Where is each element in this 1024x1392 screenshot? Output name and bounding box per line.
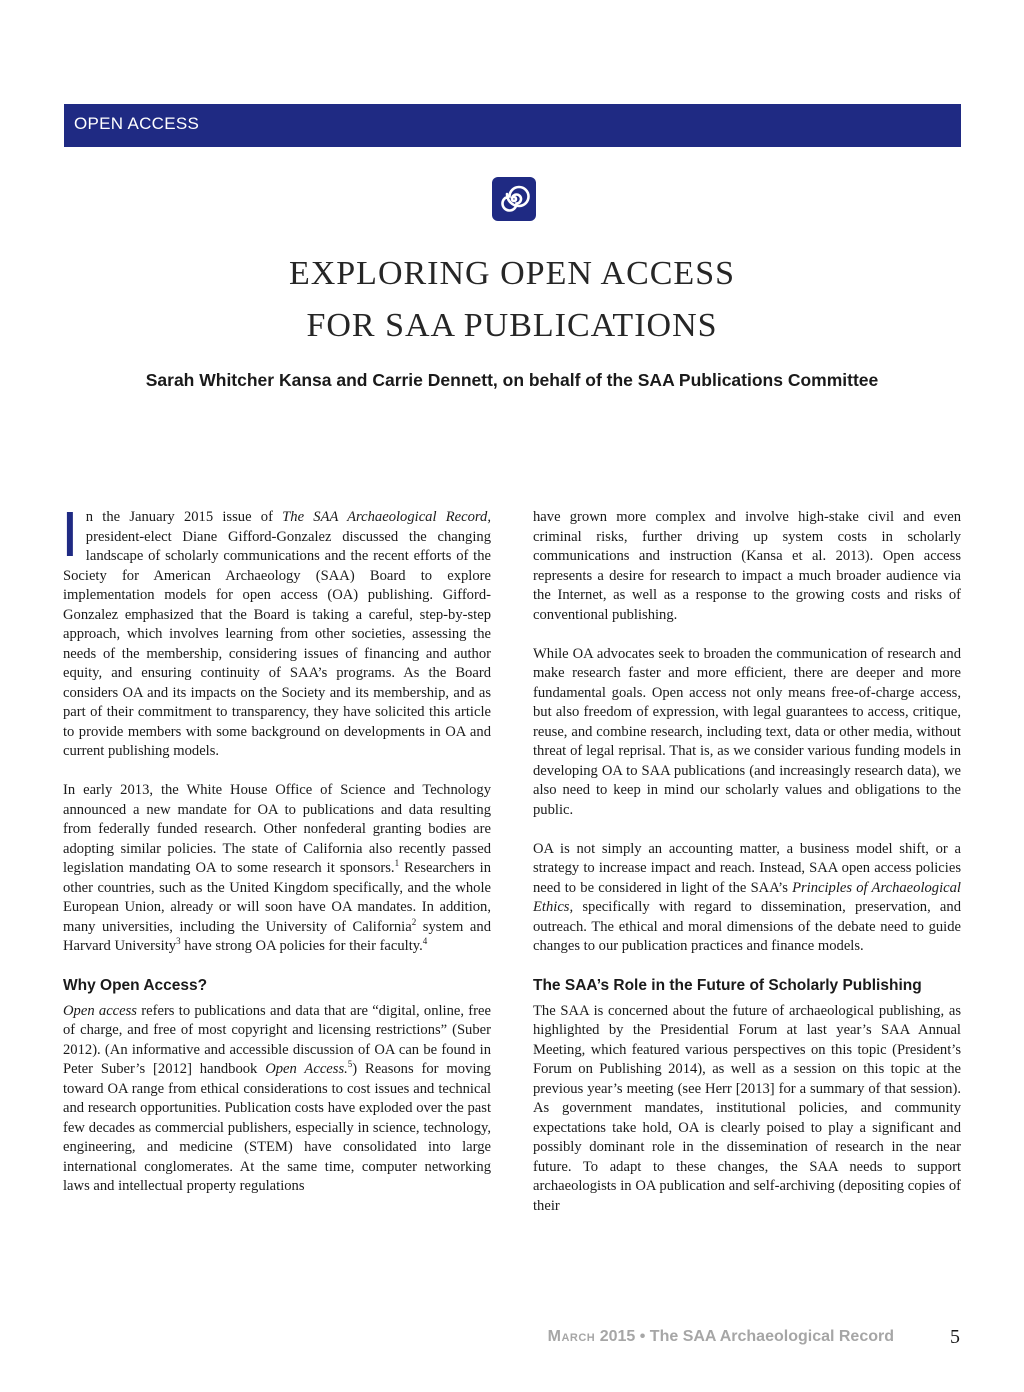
text-run: refers to publications and data that are “digital, online, free of charge, and free of most copyright and licensing restrictions” (Suber 2012). (An informative and accessible discussion of OA can be found in Peter Suber’s [2012] handbook: [63, 1002, 491, 1077]
paragraph-saa-role: The SAA is concerned about the future of archaeological publishing, as highlighted by the Presidential Forum at last year’s SAA Annual Meeting, which featured various perspectives on this topic (President’s Forum on Publishing 2014), as well as a session on this topic at the previous year’s meeting (see Herr [2013] for a summary of that session). As government mandates, institutional policies, and community expectations take hold, OA is clearly poised to play a significant and possibly dominant role in the dissemination of research in the near future. To adapt to these changes, the SAA needs to support archaeologists in OA publication and self-archiving (depositing copies of their: [533, 1002, 961, 1214]
footnote-ref: 4: [422, 936, 428, 947]
text-run: system and Harvard University: [63, 918, 491, 954]
paragraph-costs: have grown more complex and involve high-stake civil and even criminal risks, further driving up system costs in scholarly communications and instruction (Kansa et al. 2013). Open access represents a desire for research to impact a much broader audience via the Internet, as well as a response to the growing costs and risks of conventional publishing.: [533, 509, 961, 623]
section-banner: [64, 104, 961, 147]
footnote-ref: 3: [176, 936, 181, 947]
left-column: [61, 498, 491, 1216]
principles-title-italic: Principles of Archaeological Ethics,: [533, 879, 961, 915]
page-footer: [540, 1326, 960, 1354]
footnote-ref: 5: [347, 1059, 353, 1070]
author-byline: Sarah Whitcher Kansa and Carrie Dennett, on behalf of the SAA Publications Committee: [145, 370, 879, 390]
article-title: [0, 248, 1024, 352]
drop-cap: I: [61, 498, 79, 570]
paragraph-intro: [61, 498, 491, 762]
journal-title-italic: The SAA Archaeological Record,: [282, 509, 491, 525]
paragraph-ethics: [533, 840, 961, 957]
text-run: OA is not simply an accounting matter, a business model shift, or a strategy to increase impact and reach. Instead, SAA open access policies need to be considered in light of the SAA’s: [533, 840, 961, 896]
text-run: n the January 2015 issue of: [85, 509, 283, 525]
title-line-2: FOR SAA PUBLICATIONS: [306, 307, 718, 344]
footnote-ref: 1: [394, 858, 400, 869]
page-number: 5: [950, 1326, 960, 1348]
footer-journal: The SAA Archaeological Record: [649, 1328, 894, 1345]
text-run: specifically with regard to dissemination, preservation, and outreach. The ethical and moral dimensions of the debate need to guide changes to our publication practices and finance models.: [533, 899, 961, 954]
section-heading-why-open-access: Why Open Access?: [63, 977, 208, 994]
footer-month: March: [547, 1328, 596, 1345]
section-heading-saa-role: The SAA’s Role in the Future of Scholarly Publishing: [533, 977, 922, 994]
footer-year: 2015: [599, 1328, 636, 1345]
paragraph-definition: [63, 1002, 491, 1197]
text-run: In early 2013, the White House Office of Science and Technology announced a new mandate for OA to publications and data resulting from federally funded research. Other nonfederal granting bodies are adopting similar policies. The state of California also recently passed legislation mandating OA to some research it sponsors.: [63, 782, 491, 876]
text-run: have strong OA policies for their faculty.: [180, 938, 423, 954]
text-run: ) Reasons for moving toward OA range from ethical considerations to cost issues and technical and research opportunities. Publication costs have exploded over the past few decades as commercial publishers, especially in science, technology, engineering, and medicine (STEM) have consolidated into large international conglomerates. At the same time, computer networking laws and intellectual property regulations: [63, 1061, 491, 1194]
footer-bullet: •: [639, 1328, 646, 1345]
section-label: OPEN ACCESS: [74, 114, 200, 133]
paragraph-goals: While OA advocates seek to broaden the communication of research and make research faster and more efficient, there are deeper and more fundamental goals. Open access not only means free-of-charge access, but also freedom of expression, with legal guarantees to access, critique, reuse, and combine research, including text, data or other media, without threat of legal reprisal. That is, as we consider various funding models in developing OA to SAA publications (and increasingly research data), we also need to keep in mind our scholarly values and obligations to the public.: [533, 645, 961, 818]
book-title-italic: Open Access.: [265, 1061, 348, 1077]
text-run: president-elect Diane Gifford-Gonzalez discussed the changing landscape of scholarly communications and the recent efforts of the Society for American Archaeology (SAA) Board to explore implementation models for open access (OA) publishing. Gifford-Gonzalez emphasized that the Board is taking a careful, step-by-step approach, which involves learning from other societies, assessing the needs of the membership, considering issues of financing and author equity, and ensuring continuity of SAA’s programs. As the Board considers OA and its impacts on the Society and its membership, and as part of their commitment to transparency, they have solicited this article to provide members with some background on developments in OA and current publishing models.: [63, 528, 491, 759]
spiral-logo-icon: [492, 177, 536, 221]
footnote-ref: 2: [411, 916, 417, 927]
running-footer: [548, 1328, 894, 1346]
right-column: [533, 508, 961, 1236]
term-italic: Open access: [63, 1002, 137, 1019]
paragraph-mandates: [63, 781, 491, 957]
title-line-1: EXPLORING OPEN ACCESS: [288, 255, 736, 292]
text-run: Researchers in other countries, such as the United Kingdom specifically, and the whole European Union, already or will soon have OA mandates. In addition, many universities, including the University of California: [63, 860, 491, 935]
